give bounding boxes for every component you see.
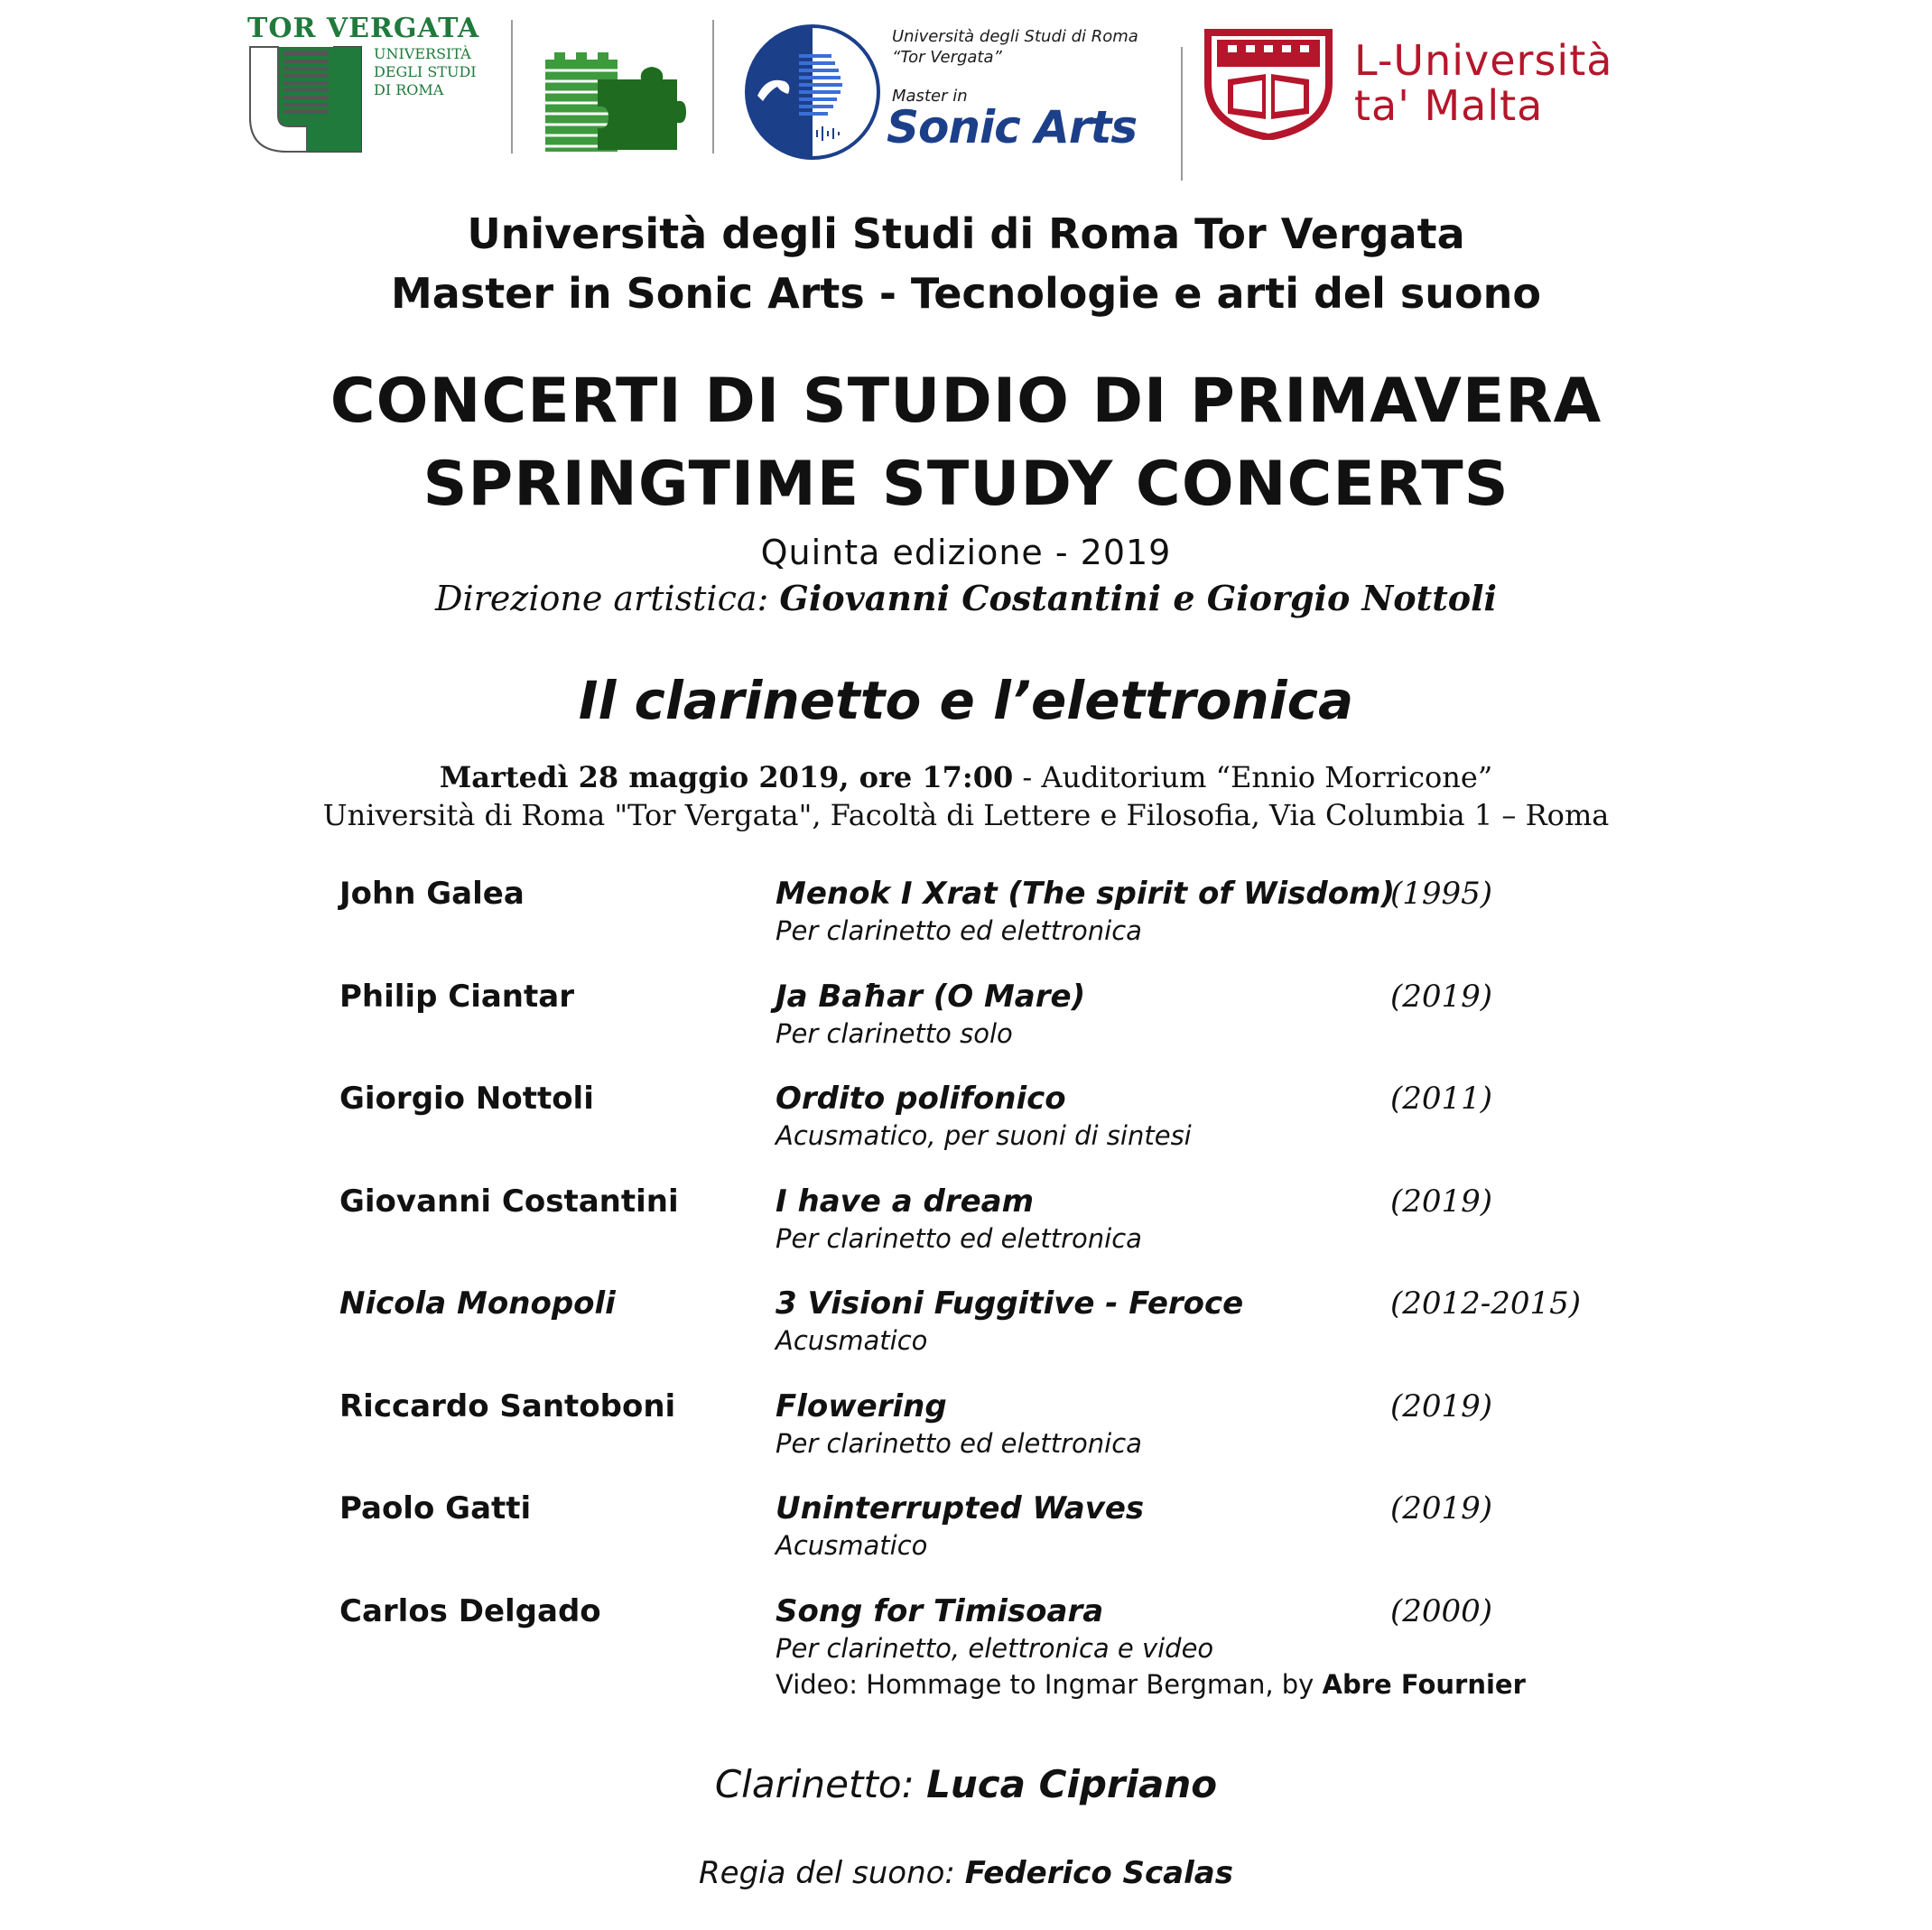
tor-vergata-subtitle: [374, 45, 509, 99]
program-year: (2011): [1390, 1081, 1493, 1117]
program-year: (2019): [1390, 1388, 1493, 1424]
clarinet-label: Clarinetto:: [714, 1762, 927, 1806]
malta-line1: L-Università: [1354, 36, 1613, 85]
program-description: Acusmatico, per suoni di sintesi: [776, 1120, 1192, 1151]
master-heading: Master in Sonic Arts - Tecnologie e arti del suono: [391, 269, 1541, 318]
sonic-arts-emblem-icon: [736, 18, 889, 162]
program-composer: Philip Ciantar: [339, 979, 574, 1015]
program-description: Acusmatico: [776, 1325, 928, 1356]
tower-puzzle-icon: [542, 52, 686, 156]
video-credit-label: Video: Hommage to Ingmar Bergman, by: [776, 1669, 1323, 1700]
logo-bar: [0, 0, 1932, 190]
program-year: (2019): [1390, 1490, 1493, 1526]
program-title: Menok I Xrat (The spirit of Wisdom): [776, 876, 1396, 912]
program-description: Per clarinetto solo: [776, 1018, 1013, 1049]
logo-separator: [1181, 47, 1183, 181]
program-year: (2019): [1390, 979, 1493, 1015]
event-title: Il clarinetto e l’elettronica: [578, 670, 1354, 731]
program-video-credit: [776, 1669, 1526, 1700]
event-venue: Università di Roma "Tor Vergata", Facoltà di Lettere e Filosofia, Via Columbia 1 – Roma: [322, 798, 1610, 832]
program-composer: Paolo Gatti: [339, 1490, 532, 1526]
sound-name: Federico Scalas: [964, 1855, 1233, 1891]
malta-line2: ta' Malta: [1354, 81, 1544, 130]
tor-vergata-subtitle-line: UNIVERSITÀ: [374, 45, 471, 62]
logo-separator: [511, 20, 513, 153]
program-description: Acusmatico: [776, 1530, 928, 1561]
program-composer: Riccardo Santoboni: [339, 1388, 676, 1424]
malta-text: [1354, 38, 1612, 128]
logo-separator: [712, 20, 714, 153]
event-date-line: [0, 760, 1932, 794]
program-description: Per clarinetto ed elettronica: [776, 915, 1142, 946]
program-description: Per clarinetto ed elettronica: [776, 1428, 1142, 1459]
program-title: Ordito polifonico: [776, 1081, 1066, 1117]
direction-names: Giovanni Costantini e Giorgio Nottoli: [779, 578, 1497, 618]
puzzle-tower-logo: [542, 52, 686, 156]
direction-label: Direzione artistica:: [435, 579, 780, 618]
concert-title-en: SPRINGTIME STUDY CONCERTS: [423, 449, 1509, 520]
sonic-arts-line1: Università degli Studi di Roma: [892, 27, 1138, 46]
tor-vergata-subtitle-line: DI ROMA: [374, 81, 444, 98]
sonic-arts-name: Sonic Arts: [887, 101, 1138, 153]
program-year: (1995): [1390, 876, 1493, 912]
event-date-separator: -: [1013, 760, 1042, 794]
event-hall: Auditorium “Ennio Morricone”: [1041, 760, 1493, 794]
program-year: (2012-2015): [1390, 1285, 1582, 1322]
video-credit-name: Abre Fournier: [1322, 1669, 1526, 1700]
program-title: Flowering: [776, 1388, 947, 1424]
sonic-arts-line3: Master in: [892, 87, 968, 106]
event-date-time: Martedì 28 maggio 2019, ore 17:00: [439, 760, 1014, 794]
sonic-arts-line2: “Tor Vergata”: [892, 48, 1002, 67]
program-title: I have a dream: [776, 1183, 1035, 1220]
program-description: Per clarinetto, elettronica e video: [776, 1633, 1214, 1664]
clarinet-performer: [0, 1762, 1932, 1806]
program-composer: John Galea: [339, 876, 525, 912]
program-title: 3 Visioni Fuggitive - Feroce: [776, 1285, 1244, 1322]
program-year: (2000): [1390, 1593, 1493, 1629]
edition-line: Quinta edizione - 2019: [760, 533, 1172, 572]
concert-title-it: CONCERTI DI STUDIO DI PRIMAVERA: [330, 366, 1602, 437]
artistic-direction: [0, 578, 1932, 618]
tor-vergata-subtitle-line: DEGLI STUDI: [374, 63, 477, 80]
program-year: (2019): [1390, 1183, 1493, 1220]
program-composer: Giorgio Nottoli: [339, 1081, 594, 1117]
sound-label: Regia del suono:: [699, 1855, 965, 1891]
malta-crest-icon: [1201, 27, 1336, 140]
program-composer: Nicola Monopoli: [339, 1285, 616, 1322]
tor-vergata-title: TOR VERGATA: [247, 13, 480, 44]
program-title: Uninterrupted Waves: [776, 1490, 1145, 1526]
tor-vergata-logo: [0, 0, 515, 162]
clarinet-name: Luca Cipriano: [926, 1762, 1218, 1806]
program-composer: Carlos Delgado: [339, 1593, 601, 1629]
malta-logo: [1201, 27, 1336, 140]
sound-director: [0, 1855, 1932, 1891]
university-heading: Università degli Studi di Roma Tor Vergata: [467, 209, 1465, 258]
program-title: Ja Baħar (O Mare): [776, 979, 1086, 1015]
program-description: Per clarinetto ed elettronica: [776, 1223, 1142, 1254]
program-title: Song for Timisoara: [776, 1593, 1104, 1629]
program-composer: Giovanni Costantini: [339, 1183, 679, 1220]
